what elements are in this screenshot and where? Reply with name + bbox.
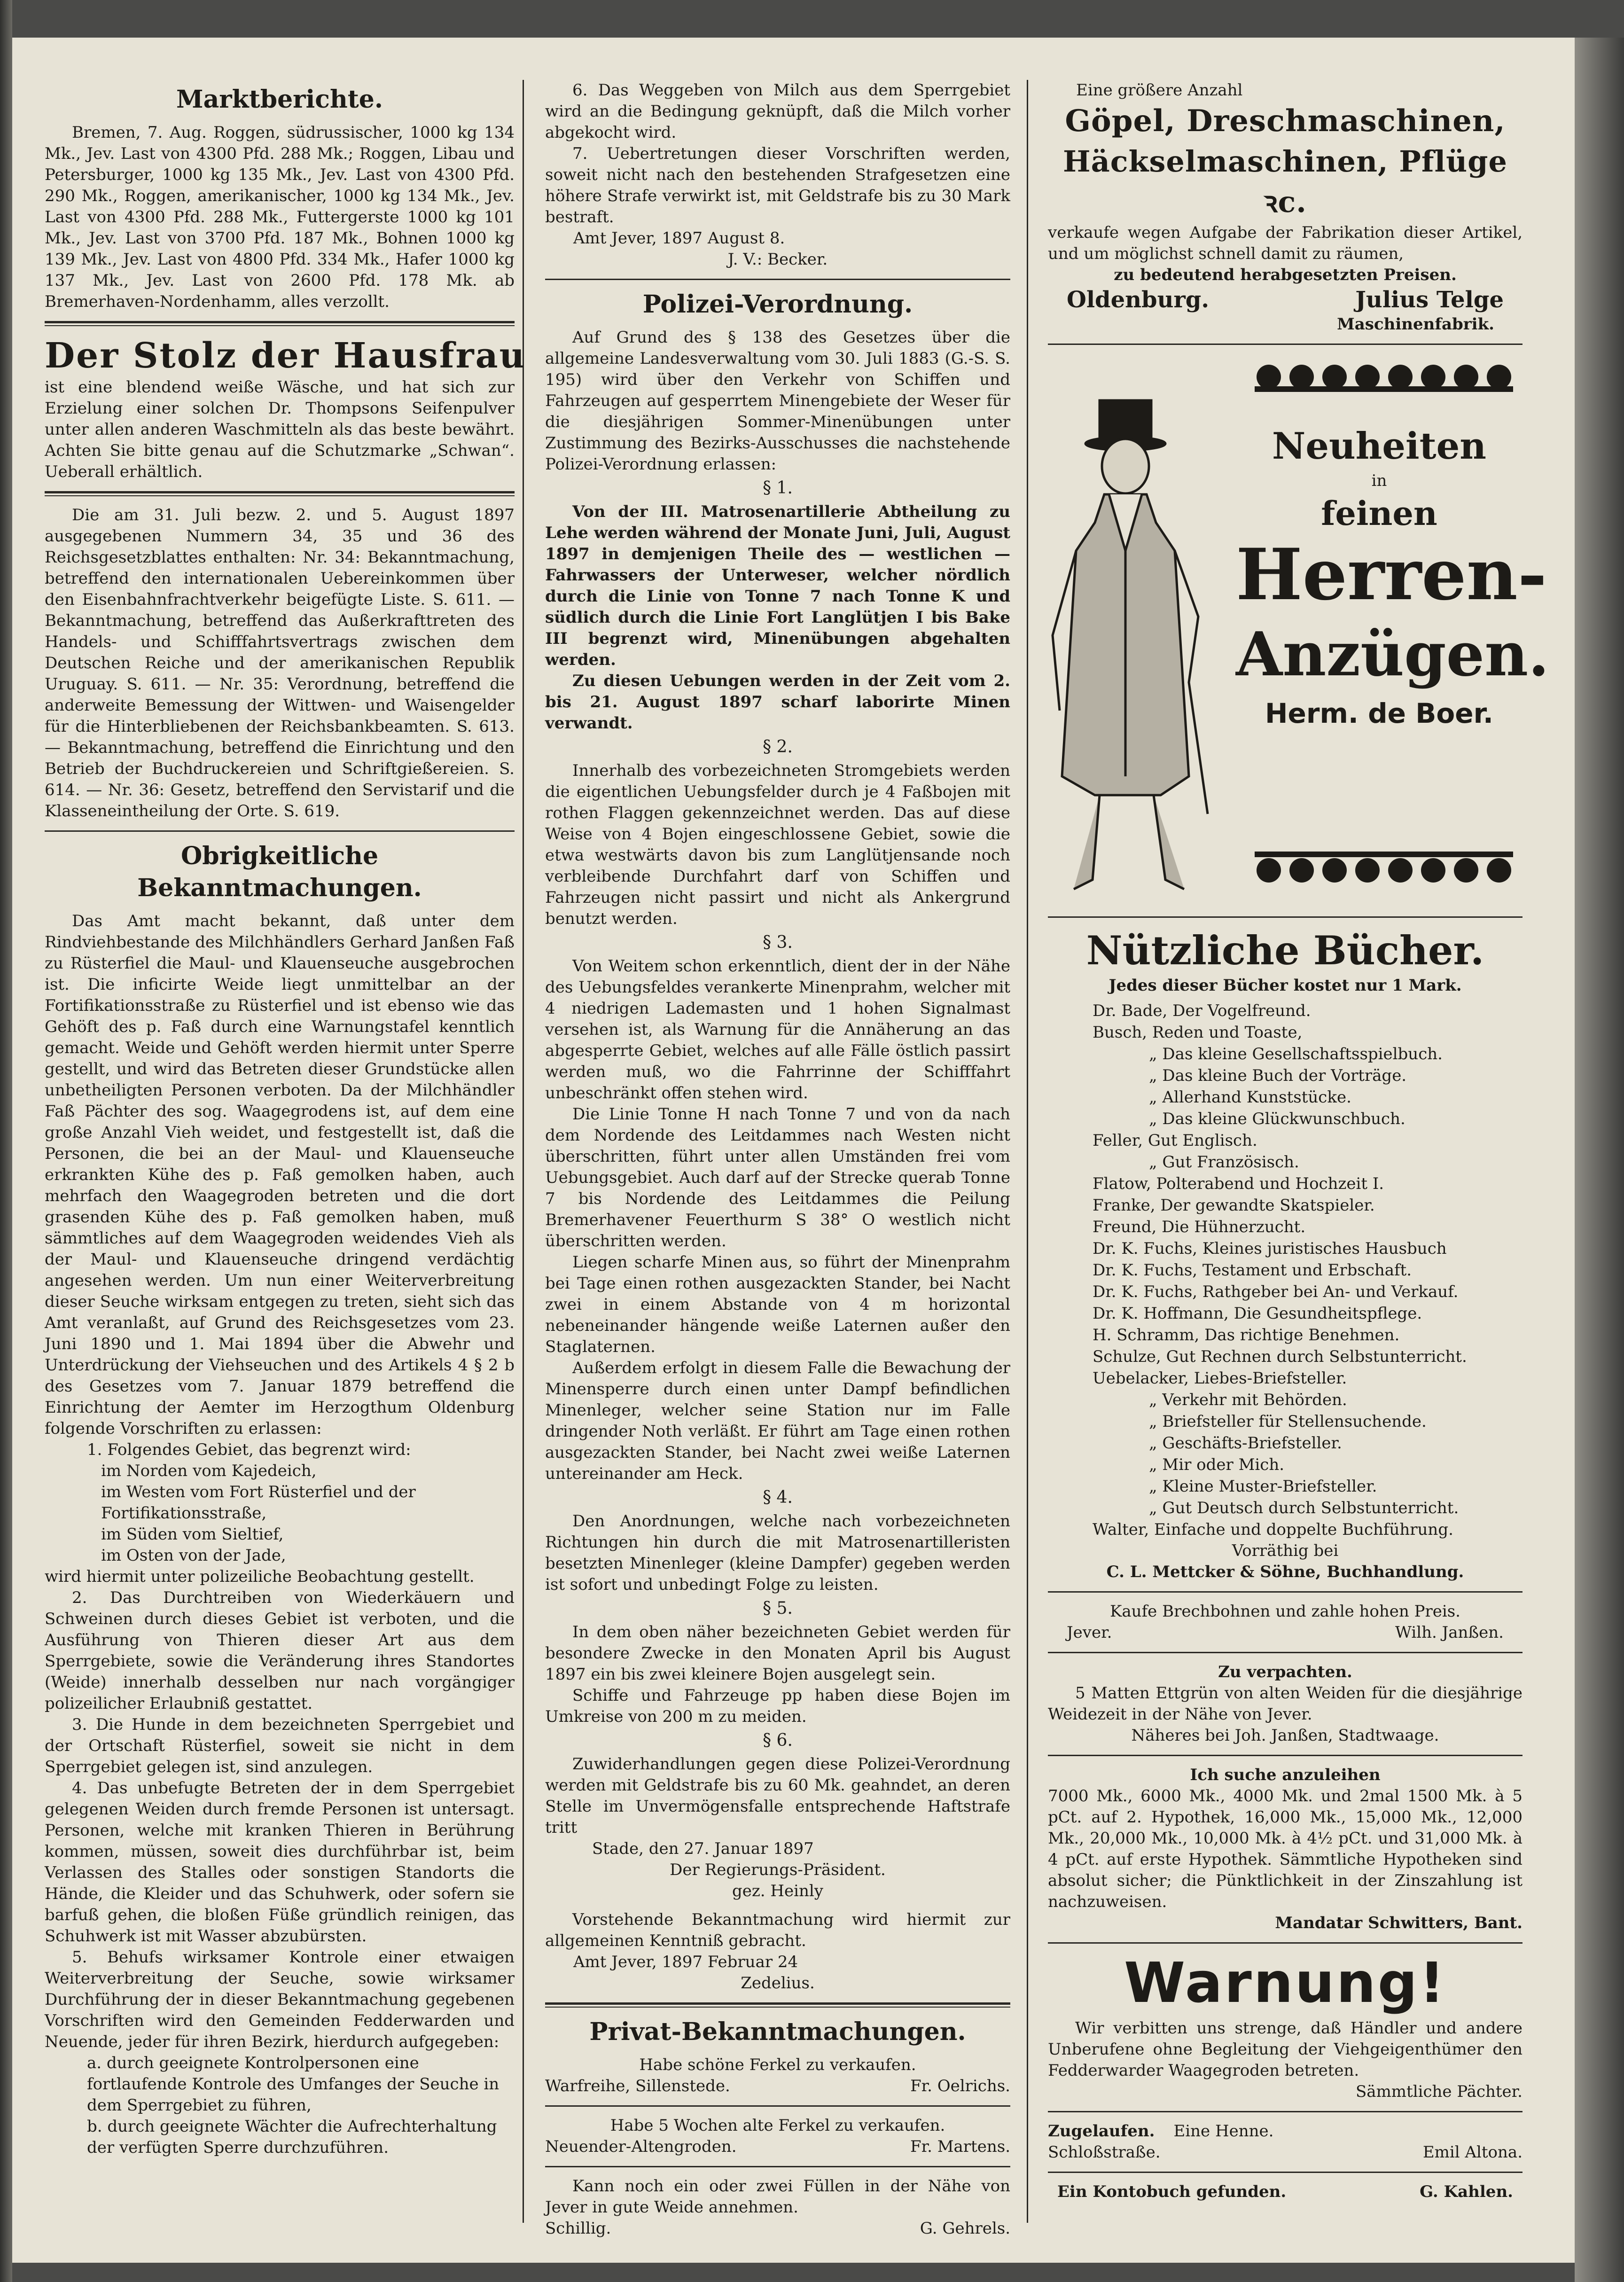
- gentleman-illustration: [1053, 400, 1208, 889]
- divider: [1048, 2172, 1522, 2173]
- stolz-ad: [45, 335, 526, 377]
- herren-neuheiten: Neuheiten: [1272, 425, 1486, 468]
- book-item: Freund, Die Hühnerzucht.: [1093, 1218, 1306, 1236]
- herren-title: Anzügen.: [1236, 619, 1549, 690]
- ad-place: Schillig.: [545, 2219, 611, 2238]
- divider: [1048, 2111, 1522, 2112]
- buecher-firm: C. L. Mettcker & Söhne, Buchhandlung.: [1106, 1563, 1464, 1581]
- herren-firm: Herm. de Boer.: [1265, 697, 1493, 729]
- amt-date: Amt Jever, 1897 Februar 24: [573, 1953, 798, 1971]
- book-item: Dr. K. Fuchs, Rathgeber bei An- und Verkauf.: [1093, 1282, 1459, 1301]
- divider: [1048, 1942, 1522, 1944]
- ad-place: Warfreihe, Sillenstede.: [545, 2077, 730, 2095]
- book-list: [1048, 1000, 1522, 1540]
- ad-name: Wilh. Janßen.: [1395, 1623, 1504, 1642]
- ad-name: Emil Altona.: [1422, 2143, 1522, 2162]
- buecher-sub: Jedes dieser Bücher kostet nur 1 Mark.: [1109, 976, 1462, 995]
- anleihen-title: Ich suche anzuleihen: [1190, 1766, 1381, 1784]
- divider: [45, 491, 515, 496]
- book-item: H. Schramm, Das richtige Benehmen.: [1093, 1326, 1400, 1344]
- stolz-ad-text: ist eine blendend weiße Wäsche, und hat sich zur Erzielung einer solchen Dr. Thompsons Seifenpulver unter allen anderen Waschmitteln als das beste bewährt. Achten Sie bitte genau auf die Schutzmarke „Schwan“. Ueberall erhältlich.: [45, 378, 515, 481]
- book-item: Dr. K. Fuchs, Testament und Erbschaft.: [1093, 1261, 1412, 1280]
- goepel-intro: Eine größere Anzahl: [1076, 81, 1243, 100]
- column-rule: [523, 80, 524, 2223]
- book-item: Dr. K. Hoffmann, Die Gesundheitspflege.: [1093, 1304, 1422, 1323]
- book-item: Schulze, Gut Rechnen durch Selbstunterricht.: [1093, 1347, 1467, 1366]
- buecher-vorr: Vorräthig bei: [1232, 1541, 1339, 1560]
- list-item: 3. Die Hunde in dem bezeichneten Sperrgebiet und der Ortschaft Rüsterfiel, soweit sie nicht in dem Sperrgebiet gelegen ist, sind anzulegen.: [45, 1715, 515, 1776]
- list-item: a. durch geeignete Kontrolpersonen eine fortlaufende Kontrole des Umfanges der Seuche in dem Sperrgebiet zu führen,: [87, 2054, 500, 2115]
- paragraph-text: In dem oben näher bezeichneten Gebiet werden für besondere Zwecke in den Monaten April bis August 1897 ein bis zwei kleinere Bojen ausgelegt sein.: [545, 1623, 1010, 1684]
- warnung-sig: Sämmtliche Pächter.: [1356, 2082, 1522, 2101]
- book-item: Dr. Bade, Der Vogelfreund.: [1093, 1001, 1311, 1020]
- divider: [1048, 1652, 1522, 1653]
- herren-text: [1236, 424, 1549, 732]
- konto-text: Ein Kontobuch gefunden.: [1057, 2182, 1287, 2201]
- anleihen-text: 7000 Mk., 6000 Mk., 4000 Mk. und 2mal 1500 Mk. à 5 pCt. auf 2. Hypothek, 16,000 Mk., 15,000 Mk., 12,000 Mk., 20,000 Mk., 10,000 Mk. à 4½ pCt. und 31,000 Mk. à 4 pCt. auf erste Hypothek. Sämmtliche Hypotheken sind absolut sicher; die Pünktlichkeit in der Zinszahlung ist nachzuweisen.: [1048, 1787, 1522, 1911]
- book-item: „ Allerhand Kunststücke.: [1149, 1088, 1351, 1107]
- regulation-6: 6. Das Weggeben von Milch aus dem Sperrgebiet wird an die Bedingung geknüpft, daß die Milch vorher abgekocht wird.: [545, 81, 1010, 142]
- book-item: „ Das kleine Buch der Vorträge.: [1149, 1066, 1407, 1085]
- stolz-ad-title: Der Stolz der Hausfrau: [45, 336, 526, 376]
- book-gutter: [0, 0, 12, 2282]
- list-item: wird hiermit unter polizeiliche Beobachtung gestellt.: [45, 1567, 475, 1586]
- paragraph-text: Zuwiderhandlungen gegen diese Polizei-Verordnung werden mit Geldstrafe bis zu 60 Mk. geahndet, an deren Stelle im Unvermögensfalle entsprechende Haftstrafe tritt: [545, 1755, 1010, 1837]
- ad-place: Jever.: [1067, 1623, 1112, 1642]
- warnung-title: Warnung!: [1124, 1950, 1447, 2015]
- list-item: 1. Folgendes Gebiet, das begrenzt wird:: [87, 1440, 411, 1459]
- ad-place: Schloßstraße.: [1048, 2143, 1161, 2162]
- marktberichte-text: Bremen, 7. Aug. Roggen, südrussischer, 1000 kg 134 Mk., Jev. Last von 4300 Pfd. 288 Mk.; Roggen, Libau und Petersburger, 1000 kg 135 Mk., Jev. Last von 4300 Pfd. 290 Mk., Roggen, amerikanischer, 1000 kg 134 Mk., Jev. Last von 4300 Pfd. 288 Mk., Futtergerste 1000 kg 101 Mk., Jev. Last von 3700 Pfd. 187 Mk., Bohnen 1000 kg 139 Mk., Jev. Last von 4800 Pfd. 334 Mk., Hafer 1000 kg 137 Mk., Jev. Last von 2600 Pfd. 178 Mk. ab Bremerhaven-Nordenhamm, alles verzollt.: [45, 123, 515, 311]
- paragraph-text: Innerhalb des vorbezeichneten Stromgebiets werden die eigentlichen Uebungsfelder durch je 4 Faßbojen mit rothen Flaggen gekennzeichnet werden. Das auf diese Weise von 4 Bojen eingeschlossene Gebiet, sowie die etwa westwärts davon bis zum Langlütjensande noch verbleibende Durchfahrt darf von Schiffen und Fahrzeugen nicht passirt und nicht als Ankergrund benutzt werden.: [545, 761, 1010, 928]
- ad-text: Habe schöne Ferkel zu verkaufen.: [639, 2055, 916, 2074]
- divider: [1048, 916, 1522, 918]
- obrigkeitliche-title: Obrigkeitliche Bekanntmachungen.: [137, 842, 422, 902]
- divider: [1048, 1591, 1522, 1593]
- list-item: 2. Das Durchtreiben von Wiederkäuern und Schweinen durch dieses Gebiet ist verboten, und die Ausführung von Thieren dieser Art aus dem Sperrgebiete, sowie die Veränderung ihres Standortes (Weide) innerhalb desselben nur nach vorgängiger polizeilicher Erlaubniß gestattet.: [45, 1588, 515, 1713]
- goepel-heading: Häckselmaschinen, Pflüge ꝛc.: [1063, 144, 1507, 219]
- paragraph-text: Die Linie Tonne H nach Tonne 7 und von da nach dem Nordende des Leitdammes nach Westen nicht überschritten, führt unter allen Umständen frei vom Uebungsgebiet. Auch darf auf der Strecke querab Tonne 7 bis Nordende des Leitdammes die Peilung Bremerhavener Feuerthurm S 38° O westlich nicht überschritten werden.: [545, 1105, 1010, 1250]
- book-item: „ Das kleine Glückwunschbuch.: [1149, 1110, 1405, 1128]
- list-item: im Osten von der Jade,: [101, 1546, 286, 1565]
- paragraph-mark: § 4.: [763, 1488, 793, 1507]
- goepel-firm-sub: Maschinenfabrik.: [1337, 315, 1494, 334]
- book-item: Uebelacker, Liebes-Briefsteller.: [1093, 1369, 1347, 1388]
- ad-footer: [545, 2136, 1010, 2157]
- list-item: 5. Behufs wirksamer Kontrole einer etwaigen Weiterverbreitung der Seuche, sowie wirksamer Durchführung der in dieser Bekanntmachung gegebenen Vorschriften wird den Gemeinden Fedderwarden und Neuende, jeder für ihren Bezirk, hierdurch aufgegeben:: [45, 1948, 515, 2051]
- paragraph-text: Zu diesen Uebungen werden in der Zeit vom 2. bis 21. August 1897 scharf laborirte Minen verwandt.: [545, 672, 1010, 733]
- praesident: Der Regierungs-Präsident.: [670, 1860, 886, 1879]
- list-item: b. durch geeignete Wächter die Aufrechterhaltung der verfügten Sperre durchzuführen.: [87, 2117, 497, 2157]
- goepel-footer: [1048, 286, 1522, 314]
- paragraph-mark: § 2.: [763, 737, 793, 757]
- book-item: Walter, Einfache und doppelte Buchführung.: [1093, 1520, 1453, 1539]
- divider: [545, 2105, 1010, 2107]
- column-1: [45, 80, 526, 2158]
- buecher-title: Nützliche Bücher.: [1086, 927, 1484, 974]
- regulation-7: 7. Uebertretungen dieser Vorschriften werden, soweit nicht nach den bestehenden Strafgesetzen eine höhere Strafe verwirkt ist, mit Geldstrafe bis zu 30 Mark bestraft.: [545, 144, 1010, 227]
- book-item: Busch, Reden und Toaste,: [1093, 1023, 1303, 1042]
- goepel-text: verkaufe wegen Aufgabe der Fabrikation dieser Artikel, und um möglichst schnell damit zu räumen,: [1048, 223, 1522, 263]
- herren-feinen: feinen: [1321, 494, 1437, 533]
- paragraph-text: Außerdem erfolgt in diesem Falle die Bewachung der Minensperre durch einen unter Dampf befindlichen Minenleger, welcher seine Station nur im Falle dringender Noth verläßt. Er führt am Tage einen rothen ausgezackten Stander, bei Nacht zwei weiße Laternen untereinander am Heck.: [545, 1359, 1010, 1483]
- paragraph-text: Von der III. Matrosenartillerie Abtheilung zu Lehe werden während der Monate Juni, Juli, August 1897 in demjenigen Theile des — westlichen — Fahrwassers der Unterweser, welcher nördlich durch die Linie von Tonne 7 nach Tonne K und südlich durch die Linie Fort Langlütjen I bis Bake III begrenzt wird, Minenübungen abgehalten werden.: [545, 502, 1010, 669]
- book-item: „ Mir oder Mich.: [1149, 1455, 1285, 1474]
- list-item: im Westen vom Fort Rüsterfiel und der Fortifikationsstraße,: [101, 1483, 416, 1523]
- divider: [1048, 1755, 1522, 1756]
- book-item: „ Verkehr mit Behörden.: [1149, 1391, 1347, 1409]
- privat-title: Privat-Bekanntmachungen.: [589, 2017, 966, 2046]
- list-item: im Norden vom Kajedeich,: [101, 1461, 317, 1480]
- column-3: [1048, 80, 1549, 2203]
- goepel-firm: Julius Telge: [1355, 287, 1504, 313]
- book-item: Dr. K. Fuchs, Kleines juristisches Hausbuch: [1093, 1239, 1447, 1258]
- column-rule: [1027, 80, 1028, 2223]
- book-item: „ Das kleine Gesellschaftsspielbuch.: [1149, 1045, 1443, 1063]
- amt-date: Amt Jever, 1897 August 8.: [573, 229, 785, 248]
- paragraph-mark: § 5.: [763, 1599, 793, 1618]
- signature: J. V.: Becker.: [727, 250, 828, 269]
- list-item: 4. Das unbefugte Betreten der in dem Sperrgebiet gelegenen Weiden durch fremde Personen ist untersagt. Personen, welche mit kranken Thieren in Berührung kommen, müssen, soweit dies durchführbar ist, beim Verlassen des Stalles oder sonstigen Standorts die Hände, die Kleider und das Schuhwerk, oder sofern sie barfuß gehen, die bloßen Füße gründlich reinigen, das Schuhwerk ist mit Wasser abzubürsten.: [45, 1779, 515, 1946]
- obrigkeitliche-text: Das Amt macht bekannt, daß unter dem Rindviehbestande des Milchhändlers Gerhard Janßen Faß zu Rüsterfiel die Maul- und Klauenseuche ausgebrochen ist. Die inficirte Weide liegt unmittelbar an der Fortifikationsstraße zu Rüsterfiel und ist ebenso wie das Gehöft des p. Faß durch eine Warnungstafel kenntlich gemacht. Weide und Gehöft werden hiermit unter Sperre gestellt, und wird das Betreten dieser Grundstücke allen unbetheiligten Personen verboten. Da der Milchhändler Faß Pächter des sog. Waagegrodens ist, auf dem eine große Anzahl Vieh weidet, und festgestellt ist, daß die Personen, die bei an der Maul- und Klauenseuche erkrankten Kühe des p. Faß gemolken haben, auch mehrfach den Waagegroden betreten und die dort grasenden Kühe des p. Faß gemolken haben, muß sämmtliches auf dem Waagegroden weidendes Vieh als der Maul- und Klauenseuche dringend verdächtig angesehen werden. Um nun einer Weiterverbreitung dieser Seuche wirksam entgegen zu treten, sieht sich das Amt veranlaßt, auf Grund des Reichsgesetzes vom 23. Juni 1890 und 1. Mai 1894 über die Abwehr und Unterdrückung der Viehseuchen und des Artikels 4 § 2 b des Gesetzes vom 7. Januar 1879 betreffend die Einrichtung der Aemter im Herzogthum Oldenburg folgende Vorschriften zu erlassen:: [45, 912, 515, 1438]
- book-item: Franke, Der gewandte Skatspieler.: [1093, 1196, 1375, 1215]
- signature: gez. Heinly: [732, 1882, 824, 1900]
- brech-footer: [1048, 1622, 1522, 1643]
- goepel-town: Oldenburg.: [1067, 287, 1210, 313]
- herren-title: Herren-: [1236, 533, 1547, 616]
- polizei-title: Polizei-Verordnung.: [642, 290, 913, 319]
- paragraph-text: Schiffe und Fahrzeuge pp haben diese Bojen im Umkreise von 200 m zu meiden.: [545, 1686, 1010, 1726]
- zugel-text: Eine Henne.: [1173, 2122, 1274, 2141]
- column-2: [545, 80, 1010, 2239]
- reichsgesetzblatt-notice: Die am 31. Juli bezw. 2. und 5. August 1897 ausgegebenen Nummern 34, 35 und 36 des Reichsgesetzblattes enthalten: Nr. 34: Bekanntmachung, betreffend den internationalen Uebereinkommen über den Eisenbahnfrachtverkehr beigefügte Liste. S. 611. — Bekanntmachung, betreffend das Außerkrafttreten des Handels- und Schifffahrtsvertrags zwischen dem Deutschen Reiche und der amerikanischen Republik Uruguay. S. 611. — Nr. 35: Verordnung, betreffend die anderweite Bemessung der Wittwen- und Waisengelder für die Hinterbliebenen der Reichsbankbeamten. S. 613. — Bekanntmachung, betreffend die Einrichtung und den Betrieb der Buchdruckereien und Schriftgießereien. S. 614. — Nr. 36: Gesetz, betreffend den Servistarif und die Klasseneintheilung der Orte. S. 619.: [45, 506, 515, 821]
- book-item: Flatow, Polterabend und Hochzeit I.: [1093, 1174, 1384, 1193]
- book-item: „ Gut Deutsch durch Selbstunterricht.: [1149, 1499, 1459, 1517]
- book-item: „ Briefsteller für Stellensuchende.: [1149, 1412, 1427, 1431]
- goepel-price: zu bedeutend herabgesetzten Preisen.: [1114, 266, 1457, 284]
- polizei-intro: Auf Grund des § 138 des Gesetzes über die allgemeine Landesverwaltung vom 30. Juli 1883 (G.-S. S. 195) wird über den Verkehr von Schiffen und Fahrzeugen auf gesperrtem Minengebiete der Weser für die diesjährigen Sommer-Minenübungen unter Zustimmung des Bezirks-Ausschusses die nachstehende Polizei-Verordnung erlassen:: [545, 328, 1010, 474]
- herren-ad: [1048, 353, 1549, 908]
- paragraph-mark: § 3.: [763, 933, 793, 952]
- paragraph-text: Liegen scharfe Minen aus, so führt der Minenprahm bei Tage einen rothen ausgezackten Stander, bei Nacht zwei in einem Abstande von 4 m horizontal nebeneinander hängende weiße Laternen außer den Staglaternen.: [545, 1253, 1010, 1356]
- divider: [1048, 344, 1522, 345]
- verpacht-text: Näheres bei Joh. Janßen, Stadtwaage.: [1131, 1726, 1439, 1745]
- page-edge: [1575, 38, 1624, 2282]
- brech-text: Kaufe Brechbohnen und zahle hohen Preis.: [1110, 1602, 1460, 1621]
- ad-text: Kann noch ein oder zwei Füllen in der Nähe von Jever in gute Weide annehmen.: [545, 2177, 1010, 2217]
- herren-in: in: [1371, 471, 1387, 490]
- zugel-footer: [1048, 2142, 1522, 2163]
- verpacht-text: 5 Matten Ettgrün von alten Weiden für die diesjährige Weidezeit in der Nähe von Jever.: [1048, 1684, 1522, 1724]
- paragraph-text: Von Weitem schon erkenntlich, dient der in der Nähe des Uebungsfeldes verankerte Minenprahm, welcher mit 4 niedrigen Lademasten und 1 hohen Signalmast versehen ist, als Warnung für die Annäherung an das abgesperrte Gebiet, welches auf alle Fälle östlich passirt werden muß, wo die Fahrrinne der Schifffahrt unbeschränkt offen stehen wird.: [545, 957, 1010, 1102]
- ad-footer: [545, 2218, 1010, 2239]
- konto-row: [1048, 2181, 1522, 2203]
- paragraph-mark: § 1.: [763, 478, 793, 498]
- paragraph-text: Den Anordnungen, welche nach vorbezeichneten Richtungen hin durch die mit Matrosenartilleristen besetzten Minenleger (kleine Dampfer) gegeben werden ist sofort und unbedingt Folge zu leisten.: [545, 1512, 1010, 1594]
- book-item: „ Geschäfts-Briefsteller.: [1149, 1434, 1342, 1453]
- goepel-heading: Göpel, Dreschmaschinen,: [1065, 103, 1506, 139]
- ornament-bottom: [1255, 852, 1513, 883]
- verpacht-title: Zu verpachten.: [1218, 1663, 1352, 1681]
- divider: [45, 321, 515, 326]
- divider: [545, 2002, 1010, 2008]
- paragraph-mark: § 6.: [763, 1731, 793, 1750]
- zugel-title: Zugelaufen.: [1048, 2122, 1155, 2141]
- anleihen-sig: Mandatar Schwitters, Bant.: [1275, 1914, 1522, 1932]
- divider: [545, 2166, 1010, 2167]
- ad-place: Neuender-Altengroden.: [545, 2137, 737, 2156]
- ad-name: G. Kahlen.: [1420, 2182, 1513, 2201]
- book-item: „ Gut Französisch.: [1149, 1153, 1299, 1172]
- book-item: Feller, Gut Englisch.: [1093, 1131, 1257, 1150]
- ad-name: Fr. Martens.: [910, 2137, 1010, 2156]
- zugel-row: [1048, 2121, 1522, 2142]
- marktberichte-title: Marktberichte.: [176, 85, 383, 114]
- divider: [45, 830, 515, 832]
- warnung-text: Wir verbitten uns strenge, daß Händler und andere Unberufene ohne Begleitung der Viehgeigenthümer den Fedderwarder Waagegroden betreten.: [1048, 2019, 1522, 2080]
- ad-name: Fr. Oelrichs.: [910, 2077, 1010, 2095]
- ad-footer: [545, 2076, 1010, 2097]
- book-item: „ Kleine Muster-Briefsteller.: [1149, 1477, 1377, 1496]
- ad-text: Habe 5 Wochen alte Ferkel zu verkaufen.: [610, 2116, 945, 2135]
- list-item: im Süden vom Sieltief,: [101, 1525, 284, 1544]
- divider: [545, 279, 1010, 280]
- ad-name: G. Gehrels.: [920, 2219, 1010, 2238]
- ornament-top: [1255, 365, 1513, 392]
- signature: Zedelius.: [741, 1974, 815, 1993]
- vorstehende: Vorstehende Bekanntmachung wird hiermit zur allgemeinen Kenntniß gebracht.: [545, 1910, 1010, 1950]
- date-line: Stade, den 27. Januar 1897: [592, 1839, 814, 1858]
